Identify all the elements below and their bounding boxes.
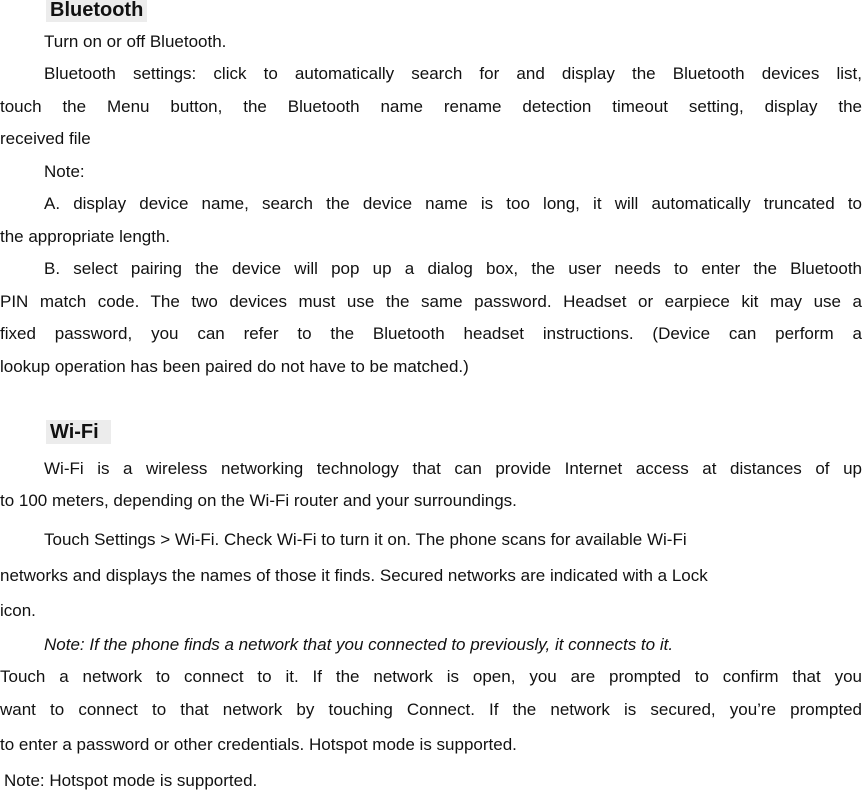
wifi-final-note: Note: Hotspot mode is supported. [4,771,258,790]
bluetooth-settings-line-2: touch the Menu button, the Bluetooth name rename detection timeout setting, display the [0,97,862,116]
bluetooth-note-label: Note: [44,162,85,181]
wifi-settings-line-3: icon. [0,601,36,620]
wifi-settings-line-1: Touch Settings > Wi-Fi. Check Wi-Fi to turn it on. The phone scans for available Wi-Fi [44,530,687,549]
bluetooth-note-b-line-1: B. select pairing the device will pop up a dialog box, the user needs to enter the Bluetooth [44,259,862,278]
bluetooth-settings-line-3: received file [0,129,91,148]
wifi-settings-line-2: networks and displays the names of those it finds. Secured networks are indicated with a Lock [0,566,708,585]
wifi-connect-line-2: want to connect to that network by touching Connect. If the network is secured, you’re prompted [0,700,862,719]
wifi-italic-note: Note: If the phone finds a network that you connected to previously, it connects to it. [44,635,674,654]
bluetooth-heading: Bluetooth [46,0,147,22]
bluetooth-note-b-line-4: lookup operation has been paired do not have to be matched.) [0,357,469,376]
wifi-heading: Wi-Fi [46,420,111,444]
bluetooth-note-a-line-2: the appropriate length. [0,227,171,246]
wifi-intro-line-1: Wi-Fi is a wireless networking technology that can provide Internet access at distances of up [44,459,862,478]
wifi-connect-line-1: Touch a network to connect to it. If the network is open, you are prompted to confirm that you [0,667,862,686]
bluetooth-note-a-line-1: A. display device name, search the device name is too long, it will automatically truncated to [44,194,862,213]
wifi-intro-line-2: to 100 meters, depending on the Wi-Fi router and your surroundings. [0,491,517,510]
bluetooth-note-b-line-2: PIN match code. The two devices must use the same password. Headset or earpiece kit may use a [0,292,862,311]
bluetooth-toggle-text: Turn on or off Bluetooth. [44,32,227,51]
bluetooth-settings-line-1: Bluetooth settings: click to automatically search for and display the Bluetooth devices list, [44,64,862,83]
bluetooth-note-b-line-3: fixed password, you can refer to the Bluetooth headset instructions. (Device can perform a [0,324,862,343]
wifi-connect-line-3: to enter a password or other credentials. Hotspot mode is supported. [0,735,517,754]
